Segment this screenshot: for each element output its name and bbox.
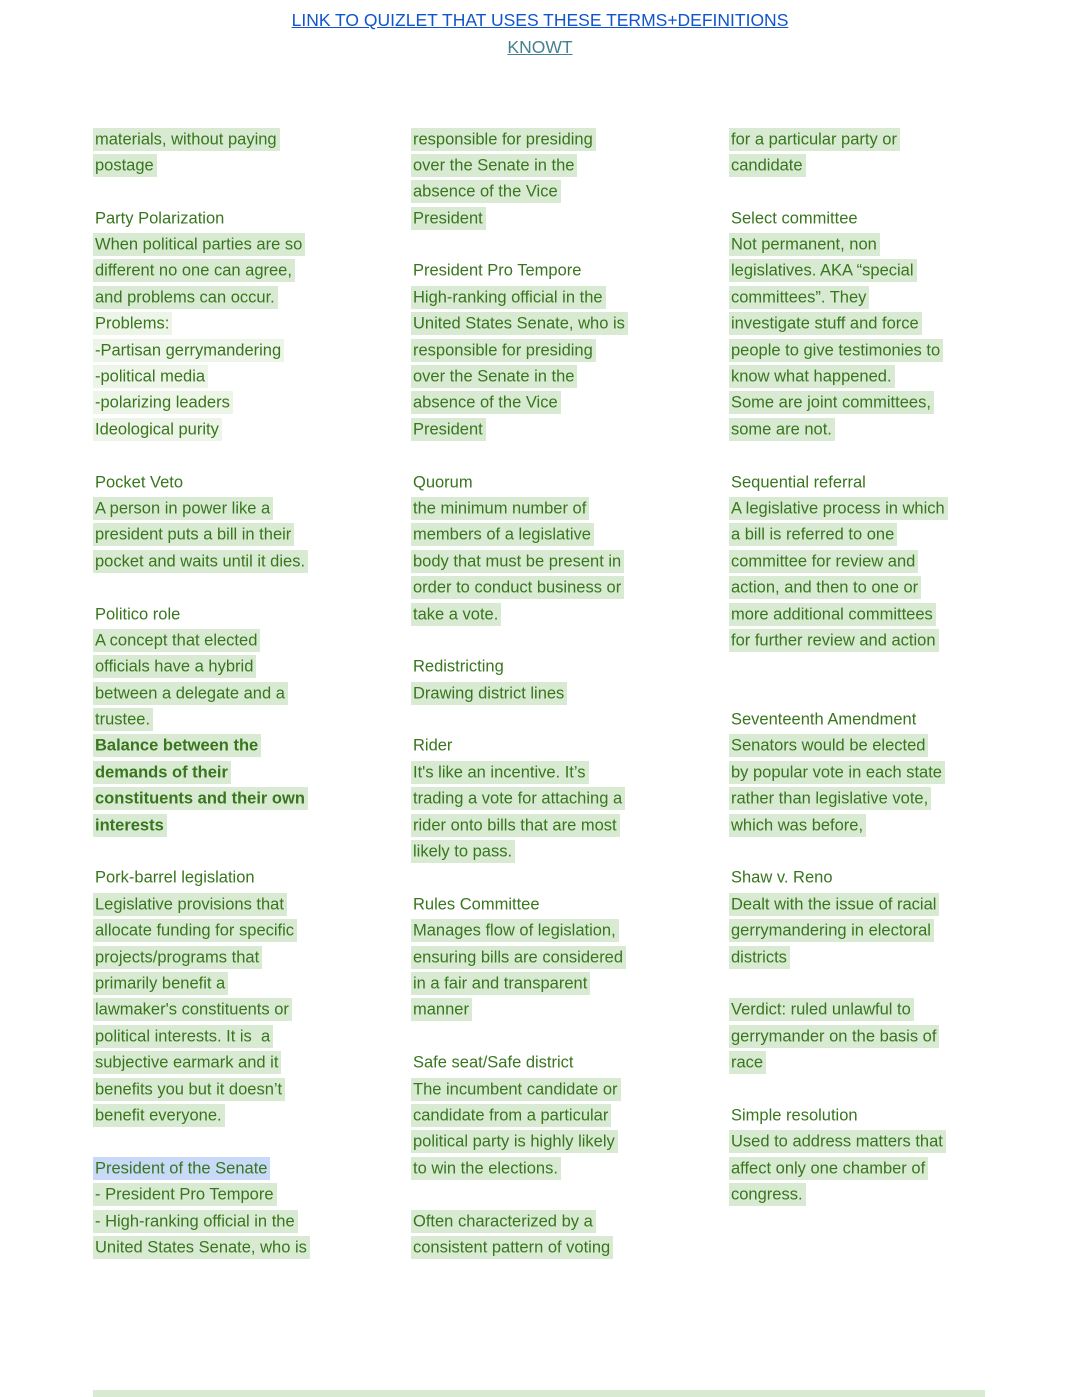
blank-line [413, 707, 668, 733]
highlighted-text: over the Senate in the [411, 365, 577, 388]
text-line [413, 733, 668, 759]
highlighted-text: candidate [729, 154, 806, 177]
text-line [731, 364, 986, 390]
text-line [731, 284, 986, 310]
text-line [413, 205, 668, 231]
text-line [731, 812, 986, 838]
term-label: Politico role [95, 605, 181, 624]
text-line [413, 891, 668, 917]
text-line [731, 627, 986, 653]
text-line [95, 865, 350, 891]
highlighted-text: trustee. [93, 708, 153, 731]
column-3 [731, 126, 986, 1261]
highlighted-text: Legislative provisions that [93, 893, 287, 916]
highlighted-text: order to conduct business or [411, 576, 624, 599]
highlighted-text: absence of the Vice [411, 180, 561, 203]
highlighted-text: A person in power like a [93, 497, 273, 520]
text-line [413, 918, 668, 944]
text-line [731, 865, 986, 891]
next-row-highlight-strip [93, 1390, 985, 1397]
text-line [413, 548, 668, 574]
highlighted-text: take a vote. [411, 603, 501, 626]
text-line [413, 971, 668, 997]
text-line [731, 575, 986, 601]
highlighted-text: districts [729, 946, 790, 969]
highlighted-text: over the Senate in the [411, 154, 577, 177]
highlighted-text: people to give testimonies to [729, 339, 943, 362]
highlighted-text: interests [93, 814, 167, 837]
text-line [731, 469, 986, 495]
highlighted-text: Drawing district lines [411, 682, 567, 705]
text-line [731, 1023, 986, 1049]
highlighted-text: Ideological purity [93, 418, 222, 441]
term-label: Rider [413, 736, 453, 755]
text-line [731, 1155, 986, 1181]
highlighted-text: rather than legislative vote, [729, 787, 931, 810]
blank-line [731, 839, 986, 865]
text-line [95, 152, 350, 178]
highlighted-text: for further review and action [729, 629, 939, 652]
text-line [413, 390, 668, 416]
text-line [731, 997, 986, 1023]
blank-line [413, 232, 668, 258]
text-line [95, 707, 350, 733]
term-label: Redistricting [413, 657, 504, 676]
highlighted-text: race [729, 1051, 766, 1074]
text-line [731, 1102, 986, 1128]
text-line [95, 654, 350, 680]
blank-line [731, 654, 986, 680]
text-line [731, 707, 986, 733]
highlighted-text: political interests. It is a [93, 1025, 273, 1048]
text-line [413, 601, 668, 627]
text-line [95, 997, 350, 1023]
knowt-link[interactable]: KNOWT [507, 37, 573, 57]
text-line [731, 759, 986, 785]
term-label: Party Polarization [95, 209, 225, 228]
blank-line [95, 179, 350, 205]
highlighted-text: Often characterized by a [411, 1210, 596, 1233]
highlighted-text: political party is highly likely [411, 1130, 618, 1153]
term-label: Shaw v. Reno [731, 868, 833, 887]
term-label: Seventeenth Amendment [731, 710, 917, 729]
highlighted-text: - High-ranking official in the [93, 1210, 298, 1233]
highlighted-text: - President Pro Tempore [93, 1183, 277, 1206]
text-line [731, 205, 986, 231]
highlighted-text: different no one can agree, [93, 259, 295, 282]
text-line [95, 812, 350, 838]
blank-line [95, 443, 350, 469]
highlighted-text: affect only one chamber of [729, 1157, 928, 1180]
highlighted-text: Balance between the [93, 734, 261, 757]
text-line [731, 733, 986, 759]
highlighted-text: A legislative process in which [729, 497, 948, 520]
text-line [413, 654, 668, 680]
term-label: Sequential referral [731, 473, 866, 492]
text-line [731, 390, 986, 416]
highlighted-text: officials have a hybrid [93, 655, 256, 678]
highlighted-text: President of the Senate [93, 1157, 270, 1180]
highlighted-text: absence of the Vice [411, 391, 561, 414]
highlighted-text: United States Senate, who is [411, 312, 628, 335]
highlighted-text: benefit everyone. [93, 1104, 225, 1127]
text-line [731, 495, 986, 521]
highlighted-text: Used to address matters that [729, 1130, 946, 1153]
text-line [95, 126, 350, 152]
text-line [731, 1182, 986, 1208]
text-line [95, 944, 350, 970]
text-line [95, 680, 350, 706]
highlighted-text: to win the elections. [411, 1157, 561, 1180]
text-line [731, 601, 986, 627]
highlighted-text: action, and then to one or [729, 576, 921, 599]
highlighted-text: Dealt with the issue of racial [729, 893, 939, 916]
term-label: Pocket Veto [95, 473, 184, 492]
blank-line [413, 627, 668, 653]
term-label: Rules Committee [413, 895, 540, 914]
highlighted-text: members of a legislative [411, 523, 594, 546]
text-line [413, 812, 668, 838]
text-line [731, 1050, 986, 1076]
highlighted-text: manner [411, 998, 472, 1021]
term-label: Safe seat/Safe district [413, 1053, 574, 1072]
highlighted-text: demands of their [93, 761, 231, 784]
text-line [95, 495, 350, 521]
text-line [413, 416, 668, 442]
text-line [413, 1050, 668, 1076]
text-line [413, 680, 668, 706]
text-line [413, 152, 668, 178]
text-line [413, 997, 668, 1023]
blank-line [413, 443, 668, 469]
highlighted-text: Some are joint committees, [729, 391, 934, 414]
highlighted-text: Not permanent, non [729, 233, 880, 256]
text-line [413, 839, 668, 865]
term-label: Quorum [413, 473, 473, 492]
highlighted-text: president puts a bill in their [93, 523, 294, 546]
highlighted-text: gerrymander on the basis of [729, 1025, 939, 1048]
highlighted-text: a bill is referred to one [729, 523, 897, 546]
highlighted-text: for a particular party or [729, 128, 900, 151]
highlighted-text: primarily benefit a [93, 972, 228, 995]
highlighted-text: constituents and their own [93, 787, 308, 810]
text-line [95, 759, 350, 785]
text-line [731, 337, 986, 363]
highlighted-text: President [411, 418, 486, 441]
text-line [95, 891, 350, 917]
text-line [413, 759, 668, 785]
text-line [731, 944, 986, 970]
text-line [95, 548, 350, 574]
text-line [95, 733, 350, 759]
highlighted-text: by popular vote in each state [729, 761, 945, 784]
highlighted-text: likely to pass. [411, 840, 515, 863]
highlighted-text: gerrymandering in electoral [729, 919, 934, 942]
highlighted-text: and problems can occur. [93, 286, 278, 309]
text-line [731, 786, 986, 812]
text-line [731, 891, 986, 917]
text-line [95, 1023, 350, 1049]
text-line [95, 390, 350, 416]
blank-line [731, 443, 986, 469]
highlighted-text: The incumbent candidate or [411, 1078, 621, 1101]
highlighted-text: between a delegate and a [93, 682, 288, 705]
text-line [413, 364, 668, 390]
blank-line [413, 865, 668, 891]
highlighted-text: candidate from a particular [411, 1104, 611, 1127]
text-line [95, 1102, 350, 1128]
highlighted-text: President [411, 207, 486, 230]
blank-line [731, 1076, 986, 1102]
text-line [95, 364, 350, 390]
column-2 [413, 126, 668, 1261]
highlighted-text: When political parties are so [93, 233, 305, 256]
blank-line [731, 971, 986, 997]
text-line [95, 627, 350, 653]
text-line [95, 284, 350, 310]
text-line [413, 337, 668, 363]
text-line [95, 1155, 350, 1181]
highlighted-text: High-ranking official in the [411, 286, 606, 309]
highlighted-text: committees”. They [729, 286, 869, 309]
text-line [413, 944, 668, 970]
highlighted-text: some are not. [729, 418, 835, 441]
highlighted-text: postage [93, 154, 157, 177]
text-line [413, 1155, 668, 1181]
highlighted-text: It's like an incentive. It’s [411, 761, 589, 784]
highlighted-text: Verdict: ruled unlawful to [729, 998, 914, 1021]
text-line [413, 575, 668, 601]
highlighted-text: the minimum number of [411, 497, 589, 520]
column-1 [95, 126, 350, 1261]
text-line [413, 1076, 668, 1102]
highlighted-text: subjective earmark and it [93, 1051, 281, 1074]
highlighted-text: responsible for presiding [411, 339, 596, 362]
term-label: Pork-barrel legislation [95, 868, 255, 887]
text-line [413, 495, 668, 521]
text-line [95, 1050, 350, 1076]
text-line [731, 258, 986, 284]
blank-line [95, 1129, 350, 1155]
text-line [731, 1129, 986, 1155]
text-line [95, 601, 350, 627]
document-header [0, 7, 1080, 61]
highlighted-text: know what happened. [729, 365, 895, 388]
text-line [413, 258, 668, 284]
highlighted-text: consistent pattern of voting [411, 1236, 613, 1259]
text-line [413, 1208, 668, 1234]
text-line [95, 1234, 350, 1260]
text-line [95, 1076, 350, 1102]
blank-line [95, 575, 350, 601]
text-line [95, 469, 350, 495]
highlighted-text: more additional committees [729, 603, 936, 626]
text-line [731, 522, 986, 548]
text-line [413, 522, 668, 548]
highlighted-text: trading a vote for attaching a [411, 787, 625, 810]
text-line [413, 1129, 668, 1155]
text-line [95, 1182, 350, 1208]
highlighted-text: pocket and waits until it dies. [93, 550, 308, 573]
text-line [95, 258, 350, 284]
terms-definitions-table [95, 126, 986, 1261]
highlighted-text: Senators would be elected [729, 734, 928, 757]
term-label: Select committee [731, 209, 858, 228]
highlighted-text: projects/programs that [93, 946, 262, 969]
text-line [95, 205, 350, 231]
text-line [731, 152, 986, 178]
highlighted-text: investigate stuff and force [729, 312, 922, 335]
highlighted-text: committee for review and [729, 550, 918, 573]
term-label: Simple resolution [731, 1106, 858, 1125]
quizlet-link[interactable]: LINK TO QUIZLET THAT USES THESE TERMS+DEFINITIONS [291, 10, 789, 30]
highlighted-text: allocate funding for specific [93, 919, 297, 942]
text-line [95, 1208, 350, 1234]
highlighted-text: in a fair and transparent [411, 972, 590, 995]
text-line [95, 786, 350, 812]
text-line [731, 416, 986, 442]
text-line [731, 126, 986, 152]
highlighted-text: which was before, [729, 814, 866, 837]
text-line [95, 232, 350, 258]
text-line [95, 311, 350, 337]
text-line [413, 311, 668, 337]
blank-line [413, 1023, 668, 1049]
highlighted-text: legislatives. AKA “special [729, 259, 917, 282]
text-line [731, 232, 986, 258]
text-line [413, 469, 668, 495]
text-line [731, 311, 986, 337]
highlighted-text: A concept that elected [93, 629, 260, 652]
text-line [95, 416, 350, 442]
text-line [413, 179, 668, 205]
highlighted-text: benefits you but it doesn’t [93, 1078, 285, 1101]
text-line [413, 126, 668, 152]
text-line [413, 1234, 668, 1260]
text-line [731, 918, 986, 944]
highlighted-text: United States Senate, who is [93, 1236, 310, 1259]
blank-line [731, 179, 986, 205]
blank-line [731, 680, 986, 706]
highlighted-text: -political media [93, 365, 208, 388]
text-line [413, 1102, 668, 1128]
highlighted-text: ensuring bills are considered [411, 946, 626, 969]
text-line [95, 522, 350, 548]
text-line [95, 971, 350, 997]
text-line [413, 284, 668, 310]
term-label: President Pro Tempore [413, 261, 582, 280]
highlighted-text: Problems: [93, 312, 172, 335]
highlighted-text: materials, without paying [93, 128, 280, 151]
highlighted-text: rider onto bills that are most [411, 814, 620, 837]
highlighted-text: congress. [729, 1183, 806, 1206]
highlighted-text: -Partisan gerrymandering [93, 339, 284, 362]
blank-line [95, 839, 350, 865]
text-line [95, 918, 350, 944]
highlighted-text: lawmaker's constituents or [93, 998, 292, 1021]
highlighted-text: -polarizing leaders [93, 391, 233, 414]
highlighted-text: Manages flow of legislation, [411, 919, 619, 942]
text-line [731, 548, 986, 574]
highlighted-text: body that must be present in [411, 550, 624, 573]
text-line [95, 337, 350, 363]
blank-line [413, 1182, 668, 1208]
text-line [413, 786, 668, 812]
highlighted-text: responsible for presiding [411, 128, 596, 151]
